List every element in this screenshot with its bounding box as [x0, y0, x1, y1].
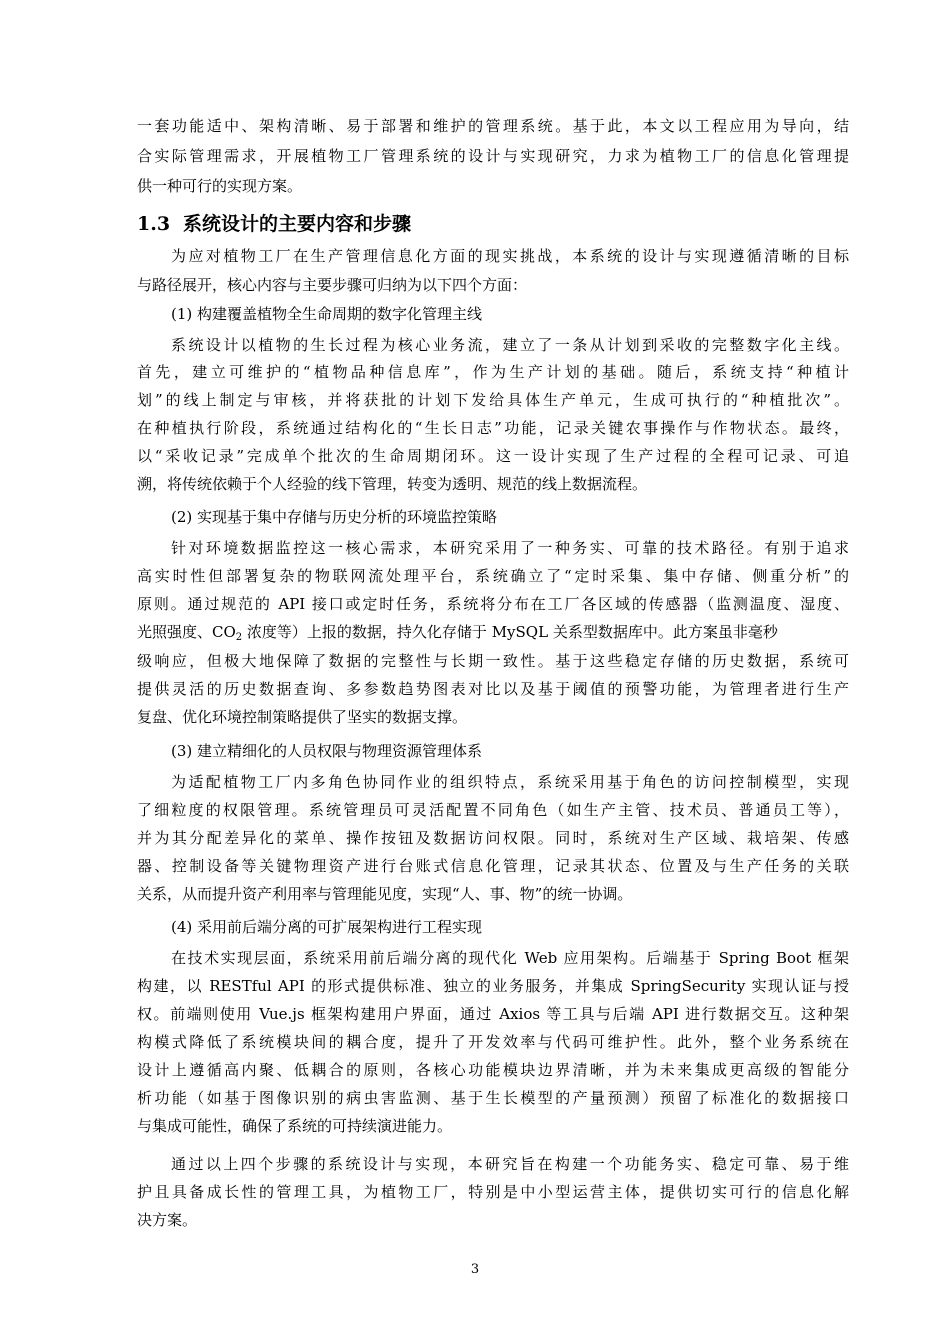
paragraph-line: 构建，以 RESTful API 的形式提供标准、独立的业务服务，并集成 SpringSecurity 实现认证与授 [137, 977, 849, 995]
paragraph-line: 决方案。 [137, 1211, 198, 1229]
paragraph-line: 供一种可行的实现方案。 [137, 177, 303, 195]
paragraph-line: 针对环境数据监控这一核心需求，本研究采用了一种务实、可靠的技术路径。有别于追求 [171, 539, 849, 557]
paragraph-line: 为应对植物工厂在生产管理信息化方面的现实挑战，本系统的设计与实现遵循清晰的目标 [171, 247, 849, 265]
page-number: 3 [470, 1262, 480, 1277]
paragraph-line: 高实时性但部署复杂的物联网流处理平台，系统确立了“定时采集、集中存储、侧重分析”的 [137, 567, 849, 585]
paragraph-line: 溯，将传统依赖于个人经验的线下管理，转变为透明、规范的线上数据流程。 [137, 475, 648, 493]
paragraph-line: 与路径展开，核心内容与主要步骤可归纳为以下四个方面： [137, 276, 528, 294]
paragraph-text: 光照强度、CO [137, 623, 236, 641]
paragraph-line: 设计上遵循高内聚、低耦合的原则，各核心功能模块边界清晰，并为未来集成更高级的智能分 [137, 1061, 849, 1079]
subsection-title: (2) 实现基于集中存储与历史分析的环境监控策略 [171, 508, 498, 526]
paragraph-line: 与集成可能性，确保了系统的可持续演进能力。 [137, 1117, 453, 1135]
paragraph-line: 级响应，但极大地保障了数据的完整性与长期一致性。基于这些稳定存储的历史数据，系统可 [137, 652, 849, 670]
paragraph-line: 析功能（如基于图像识别的病虫害监测、基于生长模型的产量预测）预留了标准化的数据接口 [137, 1089, 849, 1107]
paragraph-line: 划”的线上制定与审核，并将获批的计划下发给具体生产单元，生成可执行的“种植批次”。 [137, 391, 849, 409]
paragraph-line: 权。前端则使用 Vue.js 框架构建用户界面，通过 Axios 等工具与后端 API 进行数据交互。这种架 [137, 1005, 849, 1023]
paragraph-line: 在种植执行阶段，系统通过结构化的“生长日志”功能，记录关键农事操作与作物状态。最终， [137, 419, 849, 437]
paragraph-line: 首先，建立可维护的“植物品种信息库”，作为生产计划的基础。随后，系统支持“种植计 [137, 363, 849, 381]
paragraph-line: 护且具备成长性的管理工具，为植物工厂，特别是中小型运营主体，提供切实可行的信息化解 [137, 1183, 849, 1201]
paragraph-line: 在技术实现层面，系统采用前后端分离的现代化 Web 应用架构。后端基于 Spring Boot 框架 [171, 949, 849, 967]
paragraph-line: 以“采收记录”完成单个批次的生命周期闭环。这一设计实现了生产过程的全程可记录、可追 [137, 447, 849, 465]
paragraph-line: 原则。通过规范的 API 接口或定时任务，系统将分布在工厂各区域的传感器（监测温度、湿度、 [137, 595, 849, 613]
paragraph-line: 系统设计以植物的生长过程为核心业务流，建立了一条从计划到采收的完整数字化主线。 [171, 336, 849, 354]
paragraph-line: 提供灵活的历史数据查询、多参数趋势图表对比以及基于阈值的预警功能，为管理者进行生产 [137, 680, 849, 698]
paragraph-line: 关系，从而提升资产利用率与管理能见度，实现“人、事、物”的统一协调。 [137, 885, 633, 903]
paragraph-line: 器、控制设备等关键物理资产进行台账式信息化管理，记录其状态、位置及与生产任务的关联 [137, 857, 849, 875]
section-heading [137, 207, 411, 241]
paragraph-text: 浓度等）上报的数据，持久化存储于 MySQL 关系型数据库中。此方案虽非毫秒 [242, 623, 778, 641]
paragraph-line: 构模式降低了系统模块间的耦合度，提升了开发效率与代码可维护性。此外，整个业务系统在 [137, 1033, 849, 1051]
paragraph-line [137, 617, 849, 647]
subscript-text: 2 [235, 632, 243, 643]
paragraph-line: 了细粒度的权限管理。系统管理员可灵活配置不同角色（如生产主管、技术员、普通员工等）， [137, 801, 849, 819]
paragraph-line: 并为其分配差异化的菜单、操作按钮及数据访问权限。同时，系统对生产区域、栽培架、传感 [137, 829, 849, 847]
section-title: 系统设计的主要内容和步骤 [183, 213, 412, 235]
subsection-title: (3) 建立精细化的人员权限与物理资源管理体系 [171, 742, 483, 760]
section-number: 1.3 [137, 213, 171, 235]
paragraph-line: 一套功能适中、架构清晰、易于部署和维护的管理系统。基于此，本文以工程应用为导向，结 [137, 117, 849, 135]
paragraph-line: 为适配植物工厂内多角色协同作业的组织特点，系统采用基于角色的访问控制模型，实现 [171, 773, 849, 791]
paragraph-line: 合实际管理需求，开展植物工厂管理系统的设计与实现研究，力求为植物工厂的信息化管理提 [137, 147, 849, 165]
paragraph-line: 复盘、优化环境控制策略提供了坚实的数据支撑。 [137, 708, 468, 726]
subsection-title: (4) 采用前后端分离的可扩展架构进行工程实现 [171, 918, 483, 936]
subsection-title: (1) 构建覆盖植物全生命周期的数字化管理主线 [171, 305, 483, 323]
paragraph-line: 通过以上四个步骤的系统设计与实现，本研究旨在构建一个功能务实、稳定可靠、易于维 [171, 1155, 849, 1173]
